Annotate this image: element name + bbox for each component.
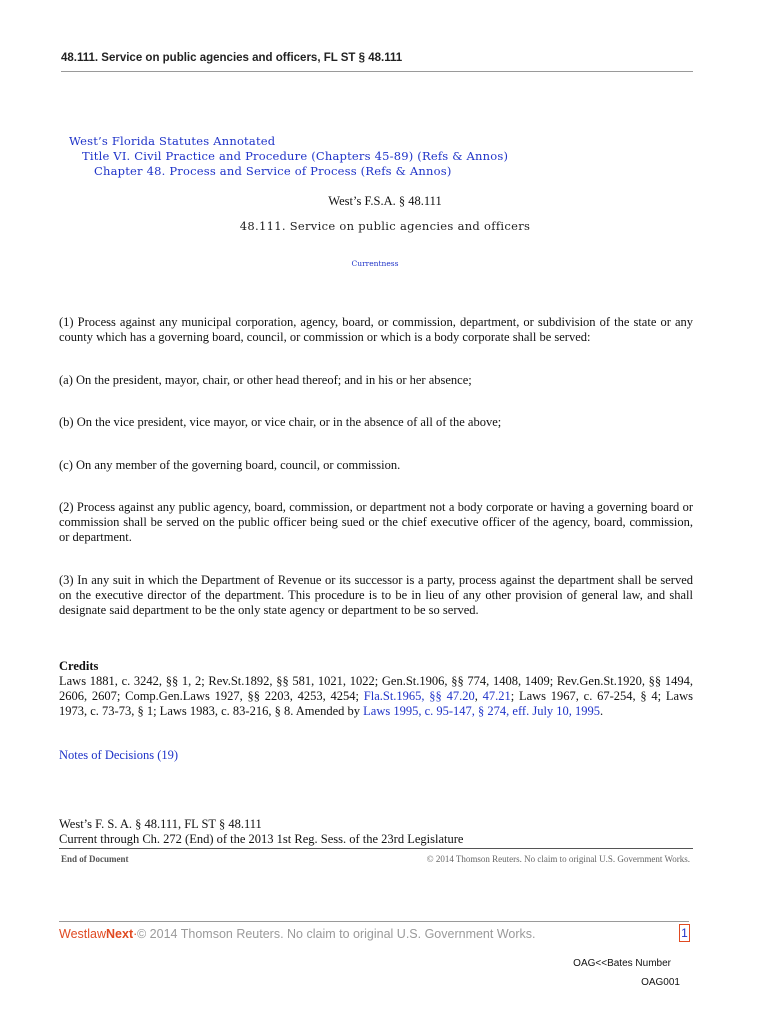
credits-link-fla-st-1965[interactable]: Fla.St.1965, §§ 47.20 [363,689,475,703]
paragraph-1a: (a) On the president, mayor, chair, or other head thereof; and in his or her absence; [59,373,472,387]
header-divider [61,71,693,72]
paragraph-3: (3) In any suit in which the Department of Revenue or its successor is a party, process against the department shall be served on the executive director of the department. This procedure is to be in lieu of any other provision of general law, and shall designate said department to be the only state agency or department to be so served. [59,573,693,617]
credits-section [59,659,693,719]
breadcrumb-title-link[interactable]: Title VI. Civil Practice and Procedure (Chapters 45-89) (Refs & Annos) [82,149,509,163]
credits-text: . [600,704,604,718]
credits-link-laws-1995[interactable]: Laws 1995, c. 95-147, § 274, eff. July 10, 1995 [363,704,601,718]
credits-text: ; Laws 1967, c. 67-254, § 4; Laws 1973, c. 73-73, § 1; Laws 1983, c. 83-216, § 8. Amended by [59,689,693,718]
end-divider [59,848,693,849]
bates-number-label: OAG<<Bates Number [573,958,671,969]
westlawnext-logo [59,927,137,941]
end-copyright: © 2014 Thomson Reuters. No claim to original U.S. Government Works. [426,854,690,864]
section-title: 48.111. Service on public agencies and officers [239,219,531,233]
currentness-link[interactable]: Currentness [351,259,399,268]
footer-current-line: Current through Ch. 272 (End) of the 2013 1st Reg. Sess. of the 23rd Legislature [59,832,464,846]
credits-link-47-21[interactable]: 47.21 [482,689,511,703]
bottom-divider [59,921,689,922]
statute-citation: West’s F.S.A. § 48.111 [328,194,442,208]
bottom-copyright: © 2014 Thomson Reuters. No claim to original U.S. Government Works. [137,927,536,941]
bates-number-value: OAG001 [641,977,680,988]
credits-text: Laws 1881, c. 3242, §§ 1, 2; Rev.St.1892, §§ 581, 1021, 1022; Gen.St.1906, §§ 774, 1408, 1409; Rev.Gen.St.1920, §§ 1494, 2606, 2607; Comp.Gen.Laws 1927, §§ 2203, 4253, 4254; [59,674,693,703]
breadcrumb-chapter-link[interactable]: Chapter 48. Process and Service of Process (Refs & Annos) [94,164,452,178]
end-of-document-label: End of Document [61,854,129,864]
footer-cite-line: West’s F. S. A. § 48.111, FL ST § 48.111 [59,817,262,831]
notes-of-decisions-link[interactable]: Notes of Decisions (19) [59,748,179,762]
paragraph-1b: (b) On the vice president, vice mayor, or vice chair, or in the absence of all of the above; [59,415,502,429]
paragraph-2: (2) Process against any public agency, board, commission, or department not a body corporate or having a governing board or commission shall be served on the public officer being sued or the chief executive officer of the agency, board, commission, or department. [59,500,693,544]
logo-mark: · [133,927,138,941]
paragraph-1c: (c) On any member of the governing board, council, or commission. [59,458,401,472]
paragraph-1: (1) Process against any municipal corporation, agency, board, or commission, department, or subdivision of the state or any county which has a governing board, council, or commission or which is a body corporate shall be served: [59,315,693,344]
page-header-title: 48.111. Service on public agencies and officers, FL ST § 48.111 [61,52,403,64]
breadcrumb-statutes-link[interactable]: West’s Florida Statutes Annotated [69,134,276,148]
logo-westlaw-text: Westlaw [59,927,107,941]
page-number: 1 [679,924,690,942]
credits-separator: , [474,689,483,703]
credits-heading: Credits [59,659,99,673]
footer-citation-block [59,817,463,847]
logo-next-text: Next [106,927,134,941]
